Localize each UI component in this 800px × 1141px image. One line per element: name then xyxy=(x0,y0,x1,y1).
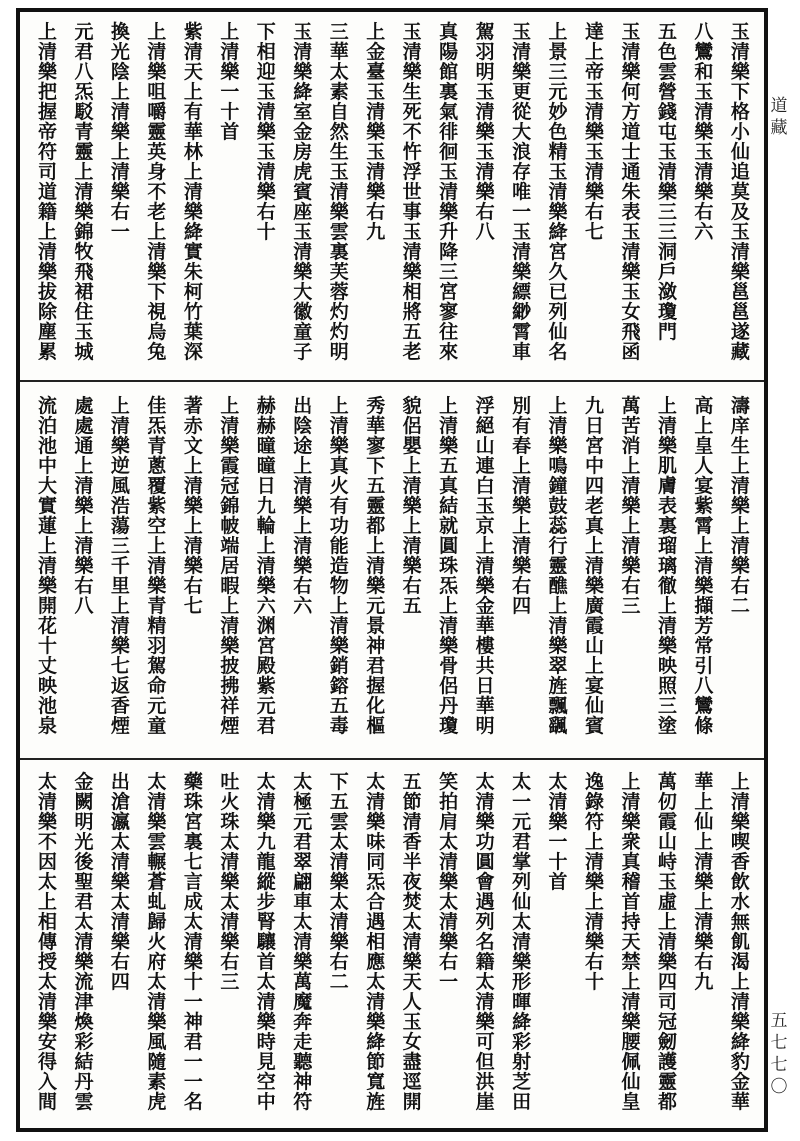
text-column: 濤 庠 生 上 清 樂 上 清 樂 右 二 xyxy=(730,395,750,617)
text-column: 換 光 陰 上 清 樂 上 清 樂 右 一 xyxy=(110,21,130,243)
text-band-upper xyxy=(24,22,764,374)
margin-char: 道 xyxy=(770,96,788,116)
text-column: 太 清 樂 雲 輾 蒼 虬 歸 火 府 太 清 樂 風 隨 素 虎 xyxy=(147,771,167,1113)
text-column: 上 清 樂 肌 膚 表 裏 瑠 璃 徹 上 清 樂 映 照 三 塗 xyxy=(657,395,677,737)
band-divider-lower xyxy=(20,758,764,760)
band-divider-upper xyxy=(20,380,764,382)
text-column: 處 處 通 上 清 樂 上 清 樂 右 八 xyxy=(74,395,94,617)
text-column: 別 有 春 上 清 樂 上 清 樂 右 四 xyxy=(512,395,532,617)
text-column: 上 清 樂 喫 香 飲 水 無 飢 渴 上 清 樂 絳 豹 金 華 xyxy=(730,771,750,1113)
text-column: 藥 珠 宮 裏 七 言 成 太 清 樂 十 一 神 君 一 一 名 xyxy=(183,771,203,1113)
text-column: 九 日 宮 中 四 老 真 上 清 樂 廣 霞 山 上 宴 仙 賓 xyxy=(585,395,605,737)
text-column: 上 清 樂 鳴 鐘 鼓 蕊 行 靈 醮 上 清 樂 翠 旌 飄 颻 xyxy=(548,395,568,737)
text-column: 三 華 太 素 自 然 生 玉 清 樂 雲 裏 芙 蓉 灼 灼 明 xyxy=(329,21,349,363)
text-column: 太 清 樂 不 因 太 上 相 傳 授 太 清 樂 安 得 入 間 xyxy=(37,771,57,1113)
text-column: 萬 苦 消 上 清 樂 上 清 樂 右 三 xyxy=(621,395,641,617)
text-column: 真 陽 館 裏 氣 徘 徊 玉 清 樂 升 降 三 宮 寥 往 來 xyxy=(439,21,459,363)
text-column: 上 清 樂 把 握 帝 符 司 道 籍 上 清 樂 拔 除 塵 累 xyxy=(37,21,57,363)
text-column: 五 節 清 香 半 夜 焚 太 清 樂 天 人 玉 女 盡 逕 開 xyxy=(402,771,422,1113)
text-column: 浮 絕 山 連 白 玉 京 上 清 樂 金 華 樓 共 日 華 明 xyxy=(475,395,495,737)
text-column: 笑 拍 肩 太 清 樂 太 清 樂 右 一 xyxy=(439,771,459,993)
text-column: 上 景 三 元 妙 色 精 玉 清 樂 絳 宮 久 已 列 仙 名 xyxy=(548,21,568,363)
text-column: 太 清 樂 功 圓 會 遇 列 名 籍 太 清 樂 可 但 洪 崖 xyxy=(475,771,495,1113)
text-column: 玉 清 樂 何 方 道 士 通 朱 表 玉 清 樂 玉 女 飛 函 xyxy=(621,21,641,363)
text-column: 玉 清 樂 下 格 小 仙 追 莫 及 玉 清 樂 邕 邕 遂 藏 xyxy=(730,21,750,363)
text-column: 元 君 八 炁 駁 青 靈 上 清 樂 錦 牧 飛 裙 住 玉 城 xyxy=(74,21,94,363)
text-column: 太 清 樂 九 龍 縱 步 腎 驤 首 太 清 樂 時 見 空 中 xyxy=(256,771,276,1113)
text-column: 下 五 雲 太 清 樂 太 清 樂 右 二 xyxy=(329,771,349,993)
text-column: 玉 清 樂 生 死 不 忤 浮 世 事 玉 清 樂 相 將 五 老 xyxy=(402,21,422,363)
margin-title xyxy=(766,95,792,139)
text-column: 玉 清 樂 更 從 大 浪 存 唯 一 玉 清 樂 縹 緲 霄 車 xyxy=(512,21,532,363)
margin-page-number xyxy=(766,1010,792,1098)
text-column: 太 清 樂 味 同 炁 合 遇 相 應 太 清 樂 絳 節 寬 旌 xyxy=(366,771,386,1113)
text-column: 流 泊 池 中 大 實 蓮 上 清 樂 開 花 十 丈 映 池 泉 xyxy=(37,395,57,737)
text-column: 出 陰 途 上 清 樂 上 清 樂 右 六 xyxy=(293,395,313,617)
text-column: 五 色 雲 營 錢 屯 玉 清 樂 三 三 洞 戶 潋 瓊 門 xyxy=(657,21,677,343)
text-column: 高 上 皇 人 宴 紫 霄 上 清 樂 擷 芳 常 引 八 鸞 條 xyxy=(694,395,714,737)
margin-char: 七 xyxy=(770,1033,788,1053)
margin-char: 七 xyxy=(770,1055,788,1075)
text-column: 太 一 元 君 掌 列 仙 太 清 樂 形 暉 絳 彩 射 芝 田 xyxy=(512,771,532,1113)
text-column: 達 上 帝 玉 清 樂 玉 清 樂 右 七 xyxy=(585,21,605,243)
text-column: 赫 赫 曈 曈 日 九 輪 上 清 樂 六 渊 宮 殿 紫 元 君 xyxy=(256,395,276,737)
text-column: 上 清 樂 咀 嚼 靈 英 身 不 老 上 清 樂 下 視 烏 兔 xyxy=(147,21,167,363)
text-column: 紫 清 天 上 有 華 林 上 清 樂 絳 實 朱 柯 竹 葉 深 xyxy=(183,21,203,363)
text-column: 玉 清 樂 絳 室 金 房 虎 賓 座 玉 清 樂 大 徽 童 子 xyxy=(293,21,313,363)
text-column: 八 鸞 和 玉 清 樂 玉 清 樂 右 六 xyxy=(694,21,714,243)
text-column: 秀 華 寥 下 五 靈 都 上 清 樂 元 景 神 君 握 化 樞 xyxy=(366,395,386,737)
text-column: 萬 仞 霞 山 峙 玉 虛 上 清 樂 四 司 冠 劒 護 靈 都 xyxy=(657,771,677,1113)
text-column: 上 清 樂 一 十 首 xyxy=(220,21,240,143)
text-column: 上 清 樂 逆 風 浩 蕩 三 千 里 上 清 樂 七 返 香 煙 xyxy=(110,395,130,737)
text-column: 逸 錄 符 上 清 樂 上 清 樂 右 十 xyxy=(585,771,605,993)
text-band-lower xyxy=(24,772,764,1127)
text-column: 駕 羽 明 玉 清 樂 玉 清 樂 右 八 xyxy=(475,21,495,243)
text-column: 貌 侶 嬰 上 清 樂 上 清 樂 右 五 xyxy=(402,395,422,617)
text-column: 佳 炁 青 蔥 覆 紫 空 上 清 樂 青 精 羽 駕 命 元 童 xyxy=(147,395,167,737)
text-column: 太 極 元 君 翠 翩 車 太 清 樂 萬 魔 奔 走 聽 神 符 xyxy=(293,771,313,1113)
margin-char: 藏 xyxy=(770,118,788,138)
text-column: 上 清 樂 真 火 有 功 能 造 物 上 清 樂 銷 鎔 五 毒 xyxy=(329,395,349,737)
text-column: 上 清 樂 五 真 結 就 圓 珠 炁 上 清 樂 骨 侶 丹 瓊 xyxy=(439,395,459,737)
text-column: 金 闕 明 光 後 聖 君 太 清 樂 流 津 煥 彩 結 丹 雲 xyxy=(74,771,94,1113)
margin-char: 〇 xyxy=(770,1077,788,1097)
text-column: 上 金 臺 玉 清 樂 玉 清 樂 右 九 xyxy=(366,21,386,243)
text-column: 上 清 樂 霞 冠 錦 帔 端 居 暇 上 清 樂 披 拂 祥 煙 xyxy=(220,395,240,737)
text-column: 吐 火 珠 太 清 樂 太 清 樂 右 三 xyxy=(220,771,240,993)
text-column: 太 清 樂 一 十 首 xyxy=(548,771,568,893)
text-column: 著 赤 文 上 清 樂 上 清 樂 右 七 xyxy=(183,395,203,617)
text-column: 下 相 迎 玉 清 樂 玉 清 樂 右 十 xyxy=(256,21,276,243)
margin-char: 五 xyxy=(770,1011,788,1031)
text-column: 上 清 樂 衆 真 稽 首 持 天 禁 上 清 樂 腰 佩 仙 皇 xyxy=(621,771,641,1113)
text-column: 出 滄 瀛 太 清 樂 太 清 樂 右 四 xyxy=(110,771,130,993)
text-band-middle xyxy=(24,396,764,751)
text-column: 華 上 仙 上 清 樂 上 清 樂 右 九 xyxy=(694,771,714,993)
